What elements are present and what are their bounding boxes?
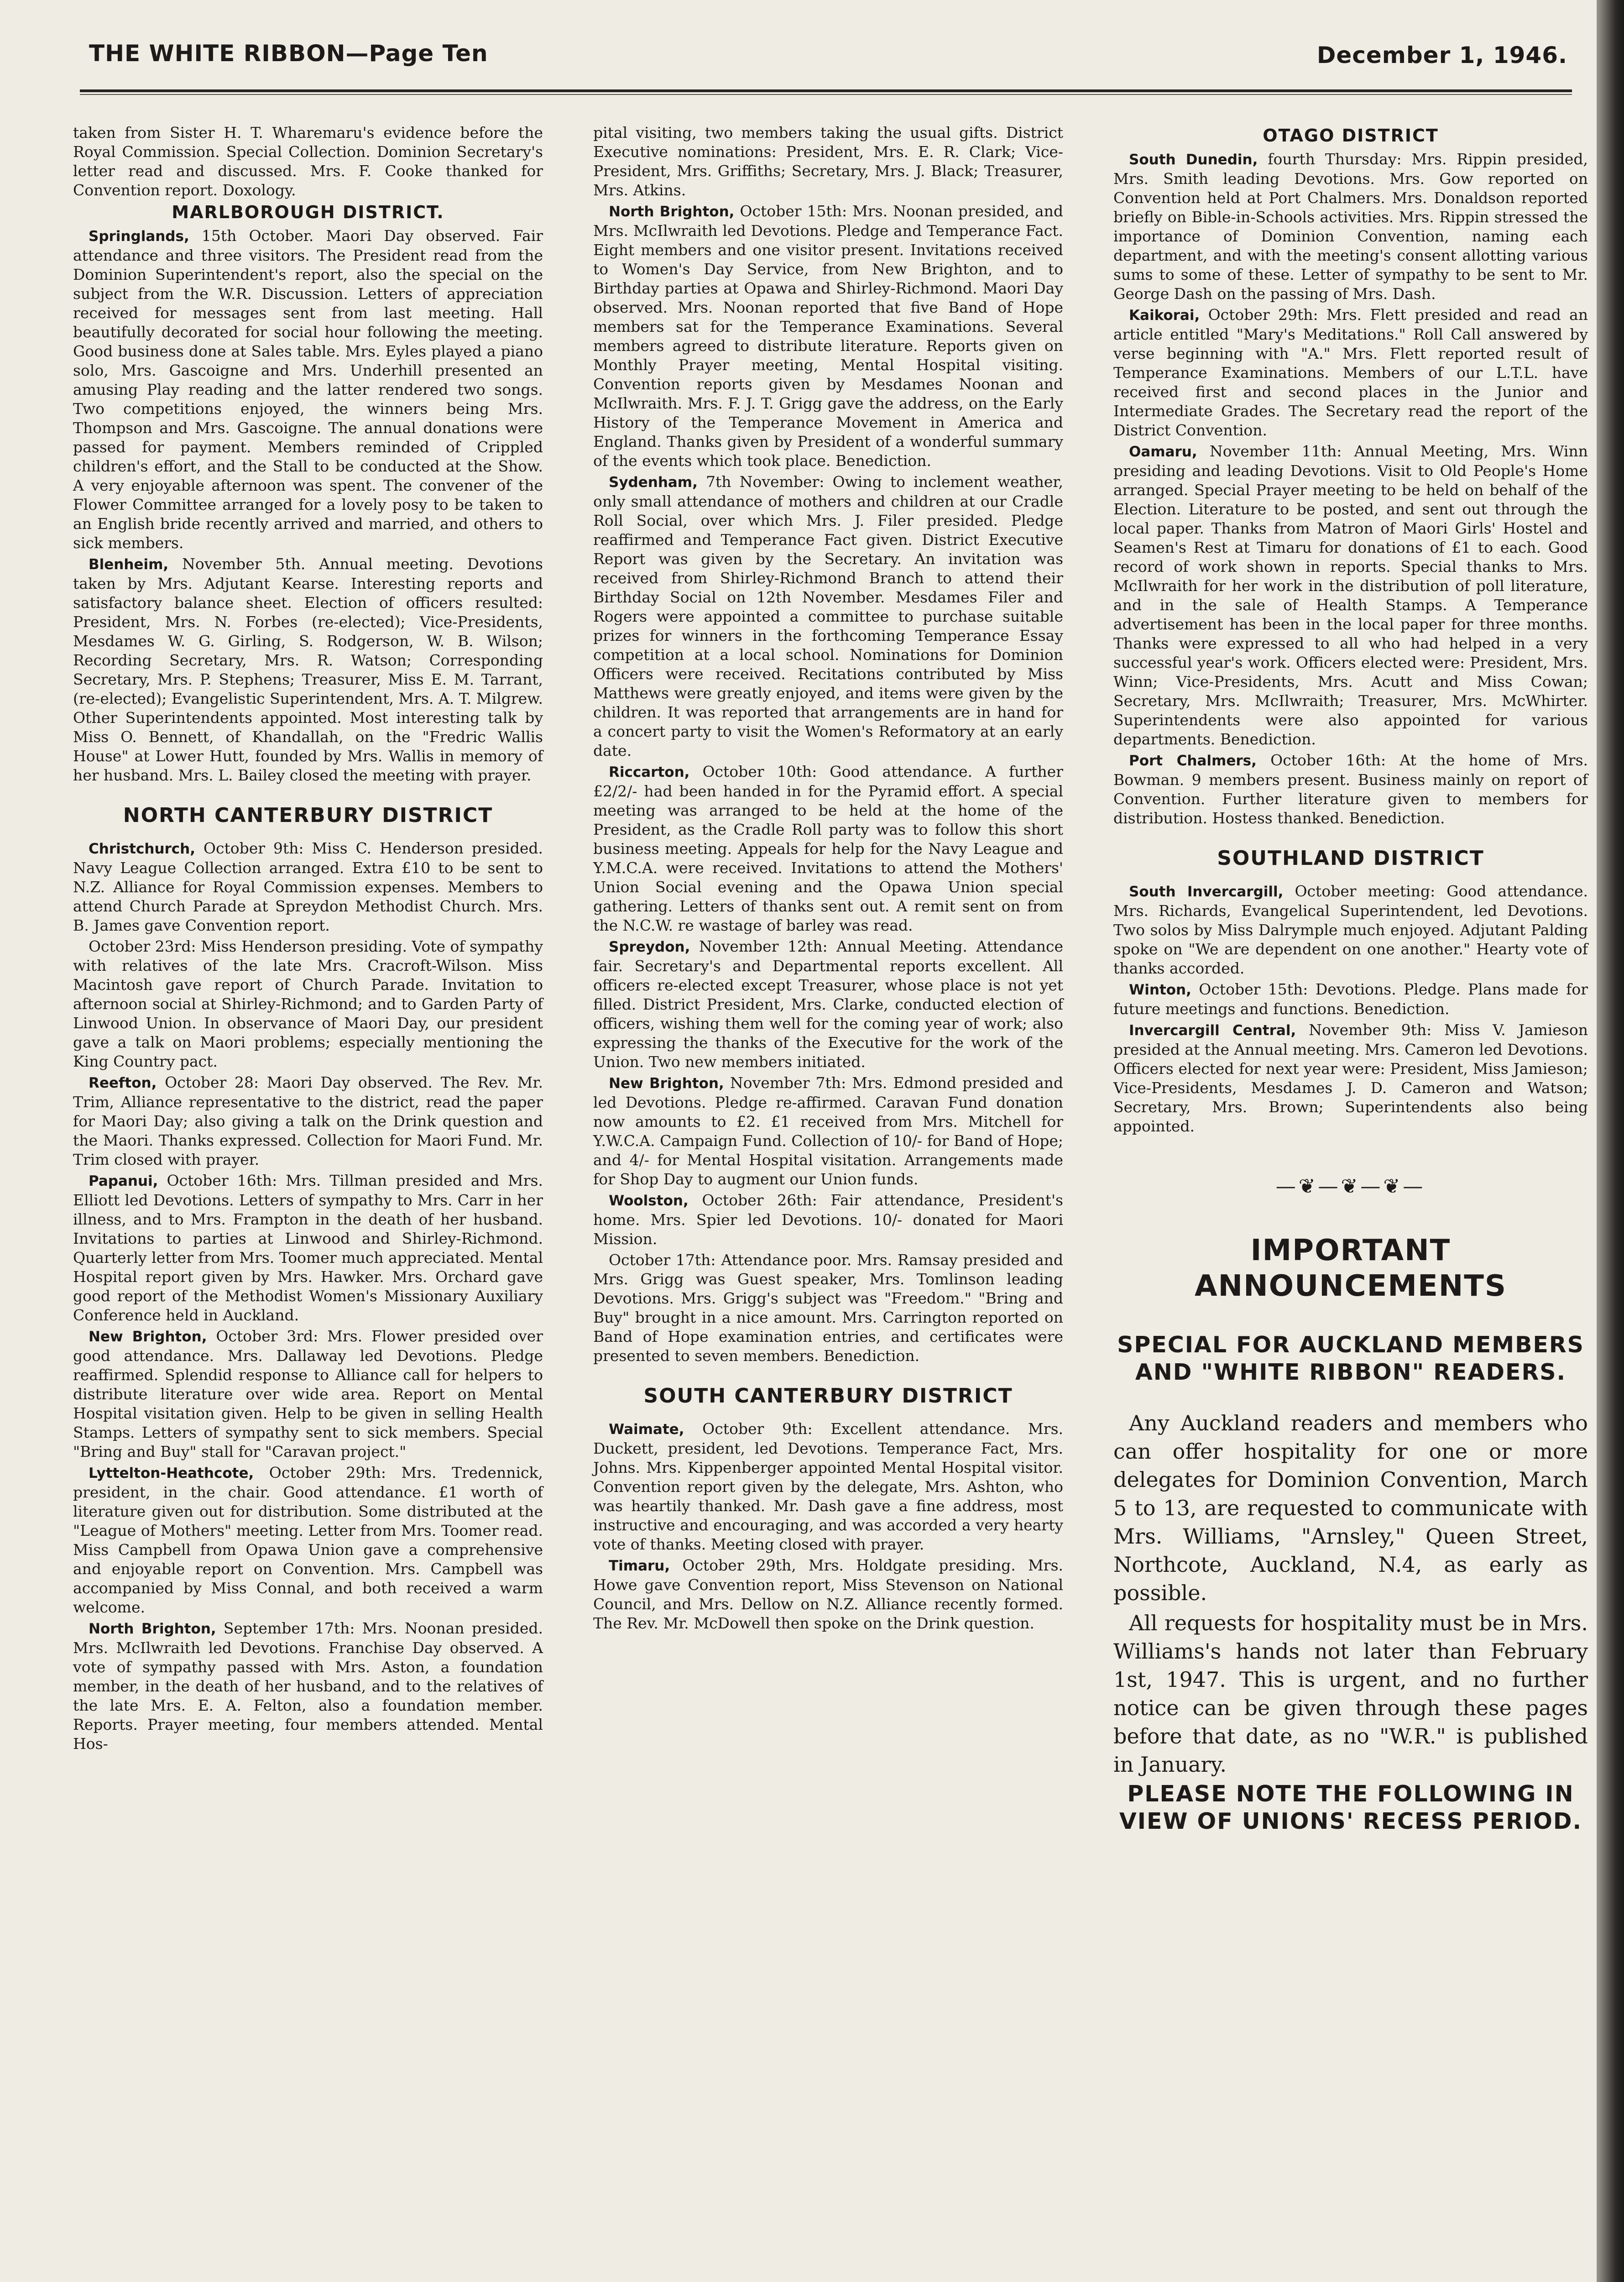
report-woolston-oct17: October 17th: Attendance poor. Mrs. Ramsay presided and Mrs. Grigg was Guest speaker, Mrs. Tomlinson leading Devotions. Mrs. Grigg's subject was "Freedom." "Bring and Buy" brought in a nice amount. Mrs. Carrington reported on Band of Hope examination entries, and certificates were presented to seven members. Benediction.: [593, 1251, 1063, 1365]
please-note-heading: PLEASE NOTE THE FOLLOWING IN VIEW OF UNIONS' RECESS PERIOD.: [1119, 1781, 1582, 1834]
continued-paragraph: taken from Sister H. T. Wharemaru's evidence before the Royal Commission. Special Collection. Dominion Secretary's letter read and discussed. Mrs. F. Cooke thanked for Convention report. Doxology.: [73, 124, 543, 199]
report-timaru: Timaru, October 29th, Mrs. Holdgate presiding. Mrs. Howe gave Convention report, Miss Stevenson on National Council, and Mrs. Dellow on N.Z. Alliance recently formed. The Rev. Mr. McDowell then spoke on the Drink question.: [593, 1556, 1063, 1632]
column-2: [593, 123, 1063, 1635]
district-heading-marlborough: MARLBOROUGH DISTRICT.: [172, 202, 444, 222]
report-spreydon: Spreydon, November 12th: Annual Meeting. Attendance fair. Secretary's and Departmental reports excellent. All officers re-elected except Treasurer, whose place is not yet filled. District President, Mrs. Clarke, conducted election of officers, wishing them well for the coming year of work; also expressing the thanks of the Executive for the work of the Union. Two new members initiated.: [593, 937, 1063, 1071]
page-header: [89, 40, 1567, 86]
announcement-paragraph-1: Any Auckland readers and members who can offer hospitality for one or more delegates for Dominion Convention, March 5 to 13, are requested to communicate with Mrs. Williams, "Arnsley," Queen Street, Northcote, Auckland, N.4, as early as possible.: [1113, 1411, 1588, 1605]
header-rule-thin: [80, 94, 1572, 95]
report-woolston: Woolston, October 26th: Fair attendance, President's home. Mrs. Spier led Devotions. 10/- donated for Maori Mission.: [593, 1191, 1063, 1248]
report-south-invercargill: South Invercargill, October meeting: Good attendance. Mrs. Richards, Evangelical Superintendent, led Devotions. Two solos by Miss Dalrymple much enjoyed. Adjutant Palding spoke on "We are dependent on one another." Hearty vote of thanks accorded.: [1113, 882, 1588, 977]
issue-date: December 1, 1946.: [1316, 42, 1567, 68]
report-christchurch: Christchurch, October 9th: Miss C. Henderson presided. Navy League Collection arranged. Extra £10 to be sent to N.Z. Alliance for Royal Commission expenses. Members to attend Church Parade at Spreydon Methodist Church. Mrs. B. James gave Convention report.: [73, 839, 543, 934]
publication-title: THE WHITE RIBBON—Page Ten: [89, 40, 488, 67]
column-1: [73, 123, 543, 1755]
report-new-brighton-oct: New Brighton, October 3rd: Mrs. Flower presided over good attendance. Mrs. Dallaway led Devotions. Pledge reaffirmed. Splendid response to Alliance call for helpers to distribute literature over wide area. Report on Mental Hospital visitation given. Help to be given in selling Health Stamps. Letters of sympathy sent to sick members. Special "Bring and Buy" stall for "Caravan project.": [73, 1327, 543, 1460]
report-riccarton: Riccarton, October 10th: Good attendance. A further £2/2/- had been handed in for the Pyramid effort. A special meeting was arranged to be held at the home of the President, as the Cradle Roll party was to follow this short business meeting. Appeals for help for the Navy League and Y.M.C.A. were received. Invitations to attend the Mothers' Union Social evening and the Opawa Union special gathering. Letters of thanks sent out. A remit sent on from the N.C.W. re wastage of barley was read.: [593, 763, 1063, 934]
report-north-brighton-oct: North Brighton, October 15th: Mrs. Noonan presided, and Mrs. McIlwraith led Devotions. Pledge and Temperance Fact. Eight members and one visitor present. Invitations received to Women's Day Service, from New Brighton, and to Birthday parties at Opawa and Shirley-Richmond. Maori Day observed. Mrs. Noonan reported that five Band of Hope members sat for the Temperance Examinations. Several members agreed to distribute literature. Reports given on Monthly Prayer meeting, Mental Hospital visiting. Convention reports given by Mesdames Noonan and McIlwraith. Mrs. F. J. T. Grigg gave the address, on the Early History of the Temperance Movement in America and England. Thanks given by President of a wonderful summary of the events which took place. Benediction.: [593, 202, 1063, 470]
report-lyttelton-heathcote: Lyttelton-Heathcote, October 29th: Mrs. Tredennick, president, in the chair. Good attendance. £1 worth of literature given out for distribution. Some distributed at the "League of Mothers" meeting. Letter from Mrs. Toomer read. Miss Campbell from Opawa Union gave a comprehensive and enjoyable report on Convention. Mrs. Campbell was accompanied by Miss Connal, and both received a warm welcome.: [73, 1464, 543, 1616]
report-kaikorai: Kaikorai, October 29th: Mrs. Flett presided and read an article entitled "Mary's Meditations." Roll Call answered by verse beginning with "A." Mrs. Flett reported result of Temperance Examinations. Members of our L.T.L. have received first and second places in the Junior and Intermediate Grades. The Secretary read the report of the District Convention.: [1113, 306, 1588, 439]
announcement-paragraph-2: All requests for hospitality must be in Mrs. Williams's hands not later than February 1st, 1947. This is urgent, and no further notice can be given through these pages before that date, as no "W.R." is published in January.: [1113, 1611, 1588, 1777]
column-3: [1113, 123, 1588, 1858]
report-springlands: Springlands, 15th October. Maori Day observed. Fair attendance and three visitors. The President read from the Dominion Superintendent's report, also the special on the subject from the W.R. Discussion. Letters of appreciation received for messages sent from last meeting. Hall beautifully decorated for social hour following the meeting. Good business done at Sales table. Mrs. Eyles played a piano solo, Mrs. Gascoigne and Mrs. Underhill presented an amusing Play reading and the latter rendered two songs. Two competitions enjoyed, the winners being Mrs. Thompson and Mrs. Gascoigne. The annual donations were passed for payment. Members reminded of Crippled children's effort, and the Stall to be conducted at the Show. A very enjoyable afternoon was spent. The convener of the Flower Committee arranged for a lovely posy to be taken to an English bride recently arrived and married, and others to sick members.: [73, 227, 543, 552]
report-blenheim: Blenheim, November 5th. Annual meeting. Devotions taken by Mrs. Adjutant Kearse. Interesting reports and satisfactory balance sheet. Election of officers resulted: President, Mrs. N. Forbes (re-elected); Vice-Presidents, Mesdames W. G. Girling, S. Rodgerson, W. B. Wilson; Recording Secretary, Mrs. R. Watson; Corresponding Secretary, Mrs. P. Stephens; Treasurer, Miss E. M. Tarrant, (re-elected); Evangelistic Superintendent, Mrs. A. T. Milgrew. Other Superintendents appointed. Most interesting talk by Miss O. Bennett, of Khandallah, on the "Fredric Wallis House" at Lower Hutt, founded by Mrs. Wallis in memory of her husband. Mrs. L. Bailey closed the meeting with prayer.: [73, 555, 543, 784]
report-papanui: Papanui, October 16th: Mrs. Tillman presided and Mrs. Elliott led Devotions. Letters of sympathy to Mrs. Carr in her illness, and to Mrs. Frampton in the death of her husband. Invitations to parties at Linwood and Shirley-Richmond. Quarterly letter from Mrs. Toomer much appreciated. Mental Hospital report given by Mrs. Hawker. Mrs. Orchard gave good report of the Methodist Women's Missionary Auxiliary Conference held in Auckland.: [73, 1172, 543, 1324]
report-port-chalmers: Port Chalmers, October 16th: At the home of Mrs. Bowman. 9 members present. Business mainly on report of Convention. Further literature given to members for distribution. Hostess thanked. Benediction.: [1113, 751, 1588, 827]
announcement-title: IMPORTANT ANNOUNCEMENTS: [1195, 1234, 1507, 1303]
report-reefton: Reefton, October 28: Maori Day observed. The Rev. Mr. Trim, Alliance representative to the district, read the paper for Maori Day; also giving a talk on the Drink question and the Maori. Thanks expressed. Collection for Maori Fund. Mr. Trim closed with prayer.: [73, 1073, 543, 1168]
district-heading-southland: SOUTHLAND DISTRICT: [1217, 847, 1484, 870]
page-binding-edge: [1597, 0, 1624, 2282]
continued-paragraph: pital visiting, two members taking the usual gifts. District Executive nominations: President, Mrs. E. R. Clark; Vice-President, Mrs. Griffiths; Secretary, Mrs. J. Black; Treasurer, Mrs. Atkins.: [593, 124, 1063, 199]
report-invercargill-central: Invercargill Central, November 9th: Miss V. Jamieson presided at the Annual meeting. Mrs. Cameron led Devotions. Officers elected for next year were: President, Miss Jamieson; Vice-Presidents, Mesdames J. D. Cameron and Watson; Secretary, Mrs. Brown; Superintendents also being appointed.: [1113, 1021, 1588, 1135]
announcement-subheading: SPECIAL FOR AUCKLAND MEMBERS AND "WHITE RIBBON" READERS.: [1117, 1332, 1584, 1385]
district-heading-otago: OTAGO DISTRICT: [1263, 126, 1439, 146]
report-christchurch-oct23: October 23rd: Miss Henderson presiding. Vote of sympathy with relatives of the late Mrs. Cracroft-Wilson. Miss Macintosh gave report of Church Parade. Invitation to afternoon social at Shirley-Richmond; and to Garden Party of Linwood Union. In observance of Maori Day, our president gave a talk on Maori problems; especially mentioning the King Country pact.: [73, 937, 543, 1070]
report-south-dunedin: South Dunedin, fourth Thursday: Mrs. Rippin presided, Mrs. Smith leading Devotions. Mrs. Gow reported on Convention held at Port Chalmers. Mrs. Donaldson reported briefly on Bible-in-Schools activities. Mrs. Rippin stressed the importance of Dominion Convention, naming each department, and with the meeting's consent allotting various sums to some of these. Letter of sympathy to be sent to Mr. George Dash on the passing of Mrs. Dash.: [1113, 150, 1588, 303]
district-heading-south-canterbury: SOUTH CANTERBURY DISTRICT: [643, 1384, 1013, 1408]
report-new-brighton-nov: New Brighton, November 7th: Mrs. Edmond presided and led Devotions. Pledge re-affirmed. Caravan Fund donation now amounts to £2. £1 received from Mrs. Mitchell for Y.W.C.A. Campaign Fund. Collection of 10/- for Band of Hope; and 4/- for Mental Hospital visitation. Arrangements made for Shop Day to augment our Union funds.: [593, 1074, 1063, 1188]
report-winton: Winton, October 15th: Devotions. Pledge. Plans made for future meetings and functions. Benediction.: [1113, 980, 1588, 1018]
district-heading-north-canterbury: NORTH CANTERBURY DISTRICT: [123, 804, 493, 827]
report-oamaru: Oamaru, November 11th: Annual Meeting, Mrs. Winn presiding and leading Devotions. Visit to Old People's Home arranged. Special Prayer meeting to be held on behalf of the Election. Literature to be posted, and sent out through the local paper. Thanks from Matron of Maori Girls' Hostel and Seamen's Rest at Timaru for donations of £1 to each. Good record of work shown in reports. Special thanks to Mrs. McIlwraith for her work in the distribution of poll literature, and in the sale of Health Stamps. A Temperance advertisement has been in the local paper for three months. Thanks were expressed to all who had helped in a very successful year's work. Officers elected were: President, Mrs. Winn; Vice-Presidents, Mrs. Acutt and Miss Cowan; Secretary, Mrs. McIlwraith; Treasurer, Mrs. McWhirter. Superintendents were also appointed for various departments. Benediction.: [1113, 442, 1588, 748]
report-waimate: Waimate, October 9th: Excellent attendance. Mrs. Duckett, president, led Devotions. Temperance Fact, Mrs. Johns. Mrs. Kippenberger appointed Mental Hospital visitor. Convention report given by the delegate, Mrs. Ashton, who was heartily thanked. Mr. Dash gave a fine address, most instructive and encouraging, and was accorded a very hearty vote of thanks. Meeting closed with prayer.: [593, 1420, 1063, 1553]
report-north-brighton-sep: North Brighton, September 17th: Mrs. Noonan presided. Mrs. McIlwraith led Devotions. Franchise Day observed. A vote of sympathy passed with Mrs. Aston, a foundation member, in the death of her husband, and to the relatives of the late Mrs. E. A. Felton, also a foundation member. Reports. Prayer meeting, four members attended. Mental Hos-: [73, 1619, 543, 1753]
report-sydenham: Sydenham, 7th November: Owing to inclement weather, only small attendance of mothers and children at our Cradle Roll Social, over which Mrs. J. Filer presided. Pledge reaffirmed and Temperance Fact given. District Executive Report was given by the Secretary. An invitation was received from Shirley-Richmond Branch to attend their Birthday Social on 12th November. Mesdames Filer and Rogers were appointed a committee to purchase suitable prizes for winners in the forthcoming Temperance Essay competition at a local school. Nominations for Dominion Officers were received. Recitations contributed by Miss Matthews were greatly enjoyed, and items were given by the children. It was reported that arrangements are in hand for a concert party to visit the Women's Reformatory at an early date.: [593, 473, 1063, 759]
header-rule: [80, 89, 1572, 92]
ornament-divider: —❦—❦—❦—: [1275, 1175, 1426, 1198]
